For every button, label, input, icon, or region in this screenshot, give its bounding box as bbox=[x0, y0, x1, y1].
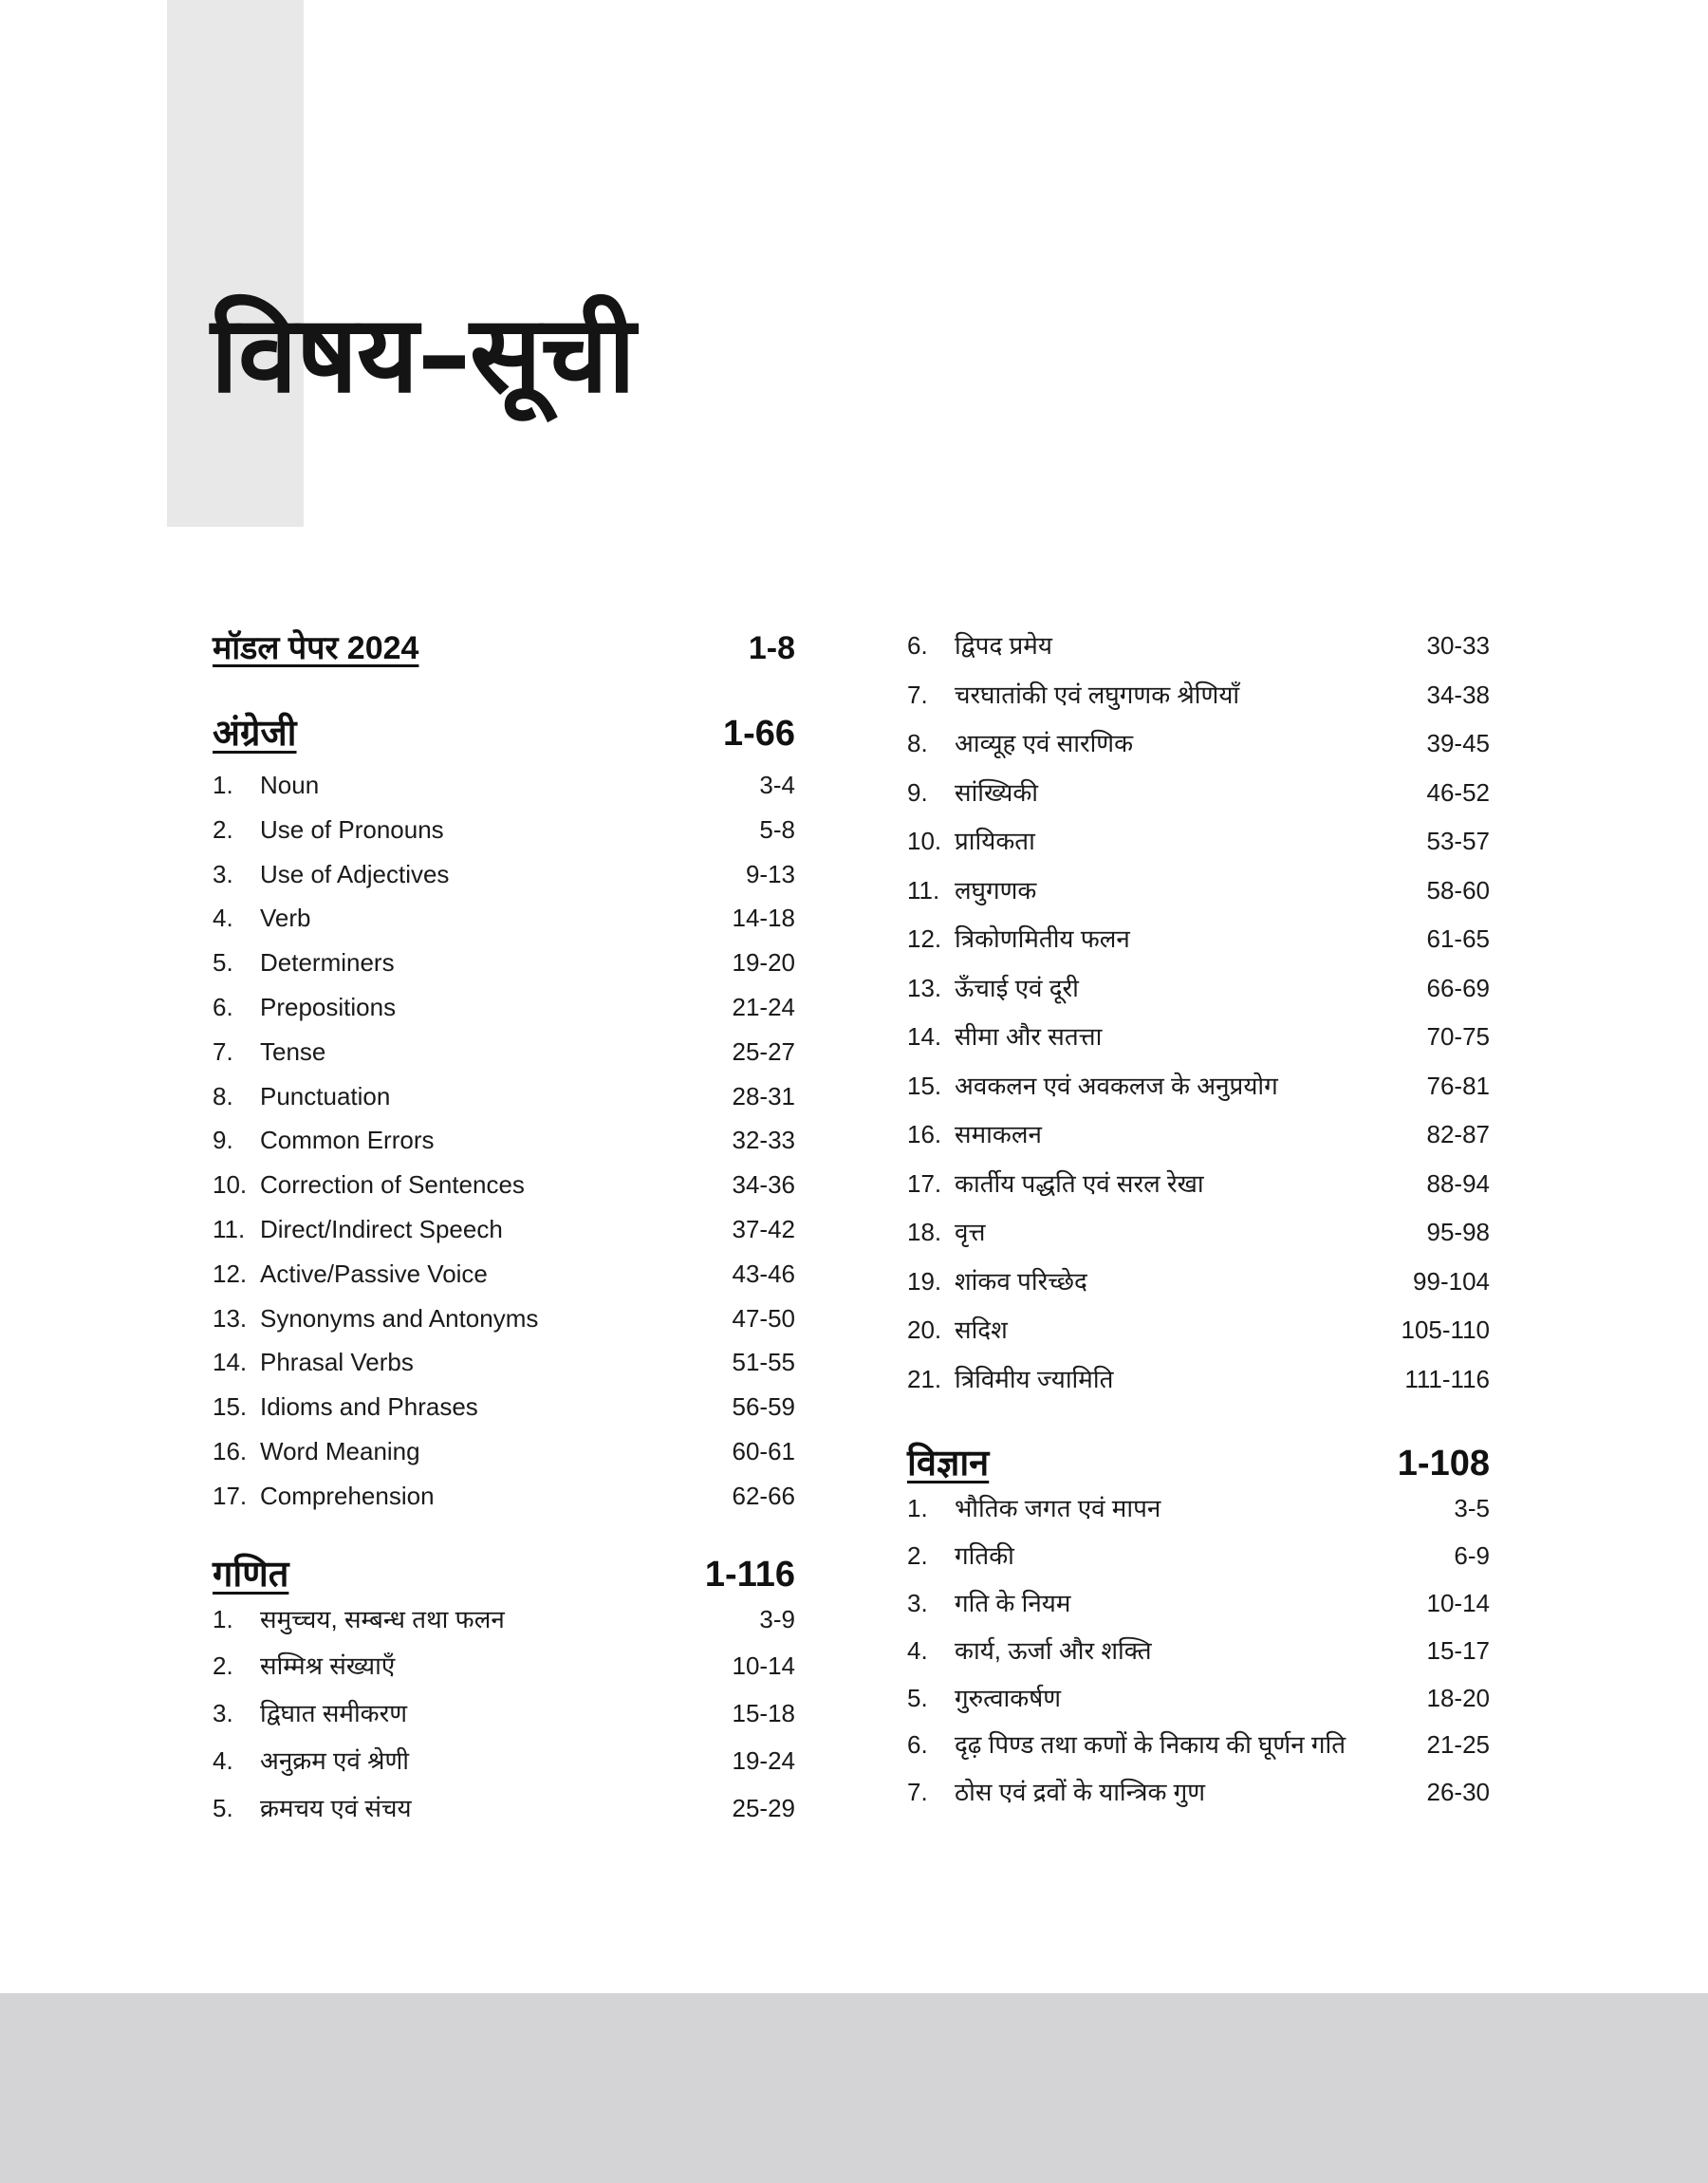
entry-number: 13. bbox=[213, 1303, 248, 1333]
entry-title: क्रमचय एवं संचय bbox=[260, 1794, 412, 1823]
toc-entry[interactable] bbox=[907, 1062, 1490, 1111]
entry-title: अनुक्रम एवं श्रेणी bbox=[260, 1746, 410, 1776]
entry-number: 7. bbox=[907, 680, 928, 709]
toc-right-column bbox=[907, 622, 1490, 1817]
entry-title: Noun bbox=[260, 771, 320, 799]
toc-entry[interactable] bbox=[213, 1596, 795, 1644]
entry-number: 1. bbox=[213, 1604, 233, 1633]
entry-title: सदिश bbox=[955, 1315, 1008, 1344]
entry-number: 9. bbox=[907, 777, 928, 807]
entry-number: 19. bbox=[907, 1266, 942, 1296]
entry-pages: 51-55 bbox=[732, 1348, 795, 1377]
entry-pages: 76-81 bbox=[1426, 1071, 1490, 1100]
section-pages: 1-66 bbox=[722, 714, 795, 754]
entry-pages: 105-110 bbox=[1401, 1315, 1490, 1344]
toc-entry[interactable] bbox=[213, 1163, 795, 1207]
entry-title: अवकलन एवं अवकलज के अनुप्रयोग bbox=[955, 1071, 1278, 1100]
entry-pages: 5-8 bbox=[759, 814, 795, 844]
section-model-paper[interactable] bbox=[213, 626, 795, 670]
entry-number: 5. bbox=[213, 1794, 233, 1823]
entry-title: दृढ़ पिण्ड तथा कणों के निकाय की घूर्णन गति bbox=[955, 1730, 1346, 1760]
entry-pages: 95-98 bbox=[1426, 1218, 1490, 1246]
entry-title: Use of Adjectives bbox=[260, 859, 450, 888]
toc-entry[interactable] bbox=[213, 1385, 795, 1429]
entry-pages: 34-38 bbox=[1426, 680, 1490, 709]
entry-pages: 70-75 bbox=[1426, 1022, 1490, 1051]
entry-pages: 43-46 bbox=[732, 1259, 795, 1288]
entry-number: 2. bbox=[213, 814, 233, 844]
entry-title: Common Errors bbox=[260, 1126, 435, 1155]
entry-number: 11. bbox=[907, 875, 940, 905]
toc-entry[interactable] bbox=[213, 1643, 795, 1690]
toc-entry[interactable] bbox=[213, 1785, 795, 1833]
english-list bbox=[213, 763, 795, 1519]
entry-number: 4. bbox=[213, 1746, 233, 1776]
entry-pages: 26-30 bbox=[1426, 1778, 1490, 1807]
entry-title: Comprehension bbox=[260, 1481, 435, 1510]
entry-pages: 14-18 bbox=[732, 904, 795, 933]
entry-pages: 34-36 bbox=[732, 1170, 795, 1200]
entry-number: 14. bbox=[213, 1348, 248, 1377]
entry-number: 16. bbox=[907, 1120, 942, 1148]
entry-number: 1. bbox=[907, 1494, 928, 1522]
entry-title: Verb bbox=[260, 904, 311, 933]
entry-pages: 3-5 bbox=[1454, 1494, 1490, 1522]
entry-number: 6. bbox=[213, 992, 233, 1021]
entry-number: 16. bbox=[213, 1436, 248, 1465]
entry-title: ऊँचाई एवं दूरी bbox=[955, 973, 1079, 1002]
toc-entry[interactable] bbox=[213, 1297, 795, 1341]
entry-pages: 58-60 bbox=[1426, 875, 1490, 905]
toc-entry[interactable] bbox=[907, 1013, 1490, 1062]
entry-title: गुरुत्वाकर्षण bbox=[955, 1683, 1062, 1712]
entry-title: सम्मिश्र संख्याएँ bbox=[260, 1651, 396, 1681]
entry-pages: 15-18 bbox=[732, 1699, 795, 1728]
entry-number: 6. bbox=[907, 1730, 928, 1760]
entry-number: 21. bbox=[907, 1364, 942, 1393]
entry-pages: 82-87 bbox=[1426, 1120, 1490, 1148]
section-name: अंग्रेजी bbox=[213, 714, 297, 754]
entry-number: 8. bbox=[907, 729, 928, 757]
entry-title: प्रायिकता bbox=[955, 827, 1035, 855]
entry-number: 15. bbox=[907, 1071, 942, 1100]
toc-entry[interactable] bbox=[907, 1628, 1490, 1675]
toc-entry[interactable] bbox=[907, 671, 1490, 720]
science-list bbox=[907, 1485, 1490, 1817]
entry-pages: 19-24 bbox=[732, 1746, 795, 1776]
entry-title: कार्तीय पद्धति एवं सरल रेखा bbox=[955, 1168, 1204, 1198]
entry-pages: 39-45 bbox=[1426, 729, 1490, 757]
entry-title: वृत्त bbox=[955, 1218, 986, 1246]
toc-entry[interactable] bbox=[213, 1429, 795, 1474]
entry-pages: 3-9 bbox=[759, 1604, 795, 1633]
entry-pages: 99-104 bbox=[1413, 1266, 1490, 1296]
section-pages: 1-8 bbox=[748, 630, 795, 666]
entry-pages: 9-13 bbox=[745, 859, 795, 888]
entry-pages: 18-20 bbox=[1426, 1683, 1490, 1712]
entry-number: 7. bbox=[907, 1778, 928, 1807]
entry-number: 12. bbox=[907, 924, 942, 953]
entry-number: 9. bbox=[213, 1126, 233, 1155]
toc-entry[interactable] bbox=[907, 1533, 1490, 1580]
entry-title: Correction of Sentences bbox=[260, 1170, 525, 1200]
section-maths[interactable] bbox=[213, 1553, 795, 1596]
toc-entry[interactable] bbox=[907, 1485, 1490, 1533]
entry-pages: 37-42 bbox=[732, 1214, 795, 1243]
toc-entry[interactable] bbox=[213, 763, 795, 808]
toc-entry[interactable] bbox=[907, 1580, 1490, 1628]
entry-pages: 88-94 bbox=[1426, 1168, 1490, 1198]
entry-pages: 30-33 bbox=[1426, 631, 1490, 660]
entry-title: भौतिक जगत एवं मापन bbox=[955, 1494, 1161, 1522]
entry-title: लघुगणक bbox=[955, 875, 1037, 905]
entry-pages: 25-27 bbox=[732, 1036, 795, 1066]
toc-entry[interactable] bbox=[907, 769, 1490, 818]
toc-entry[interactable] bbox=[213, 941, 795, 985]
entry-pages: 28-31 bbox=[732, 1081, 795, 1110]
entry-number: 13. bbox=[907, 973, 942, 1002]
entry-title: त्रिकोणमितीय फलन bbox=[955, 924, 1130, 953]
title-accent-block bbox=[167, 0, 304, 527]
entry-title: सीमा और सतत्ता bbox=[955, 1022, 1103, 1051]
entry-number: 20. bbox=[907, 1315, 942, 1344]
entry-pages: 25-29 bbox=[732, 1794, 795, 1823]
toc-entry[interactable] bbox=[907, 1208, 1490, 1258]
toc-entry[interactable] bbox=[213, 1340, 795, 1385]
toc-entry[interactable] bbox=[907, 719, 1490, 769]
entry-pages: 62-66 bbox=[732, 1481, 795, 1510]
entry-title: समाकलन bbox=[955, 1120, 1042, 1148]
entry-pages: 47-50 bbox=[732, 1303, 795, 1333]
entry-title: Phrasal Verbs bbox=[260, 1348, 414, 1377]
page-title: विषय–सूची bbox=[211, 293, 635, 417]
entry-pages: 21-24 bbox=[732, 992, 795, 1021]
section-english[interactable] bbox=[213, 712, 795, 756]
entry-title: Prepositions bbox=[260, 992, 397, 1021]
entry-pages: 111-116 bbox=[1404, 1364, 1490, 1393]
entry-number: 15. bbox=[213, 1392, 248, 1422]
entry-number: 2. bbox=[213, 1651, 233, 1681]
section-science[interactable] bbox=[907, 1442, 1490, 1485]
entry-title: Active/Passive Voice bbox=[260, 1259, 488, 1288]
toc-entry[interactable] bbox=[907, 1722, 1490, 1769]
entry-number: 10. bbox=[907, 827, 942, 855]
entry-pages: 32-33 bbox=[732, 1126, 795, 1155]
entry-title: Idioms and Phrases bbox=[260, 1392, 478, 1422]
entry-title: Direct/Indirect Speech bbox=[260, 1214, 503, 1243]
entry-title: गति के नियम bbox=[955, 1588, 1071, 1617]
entry-pages: 60-61 bbox=[732, 1436, 795, 1465]
toc-left-column bbox=[213, 626, 795, 1833]
entry-title: द्विघात समीकरण bbox=[260, 1699, 408, 1728]
section-pages: 1-108 bbox=[1397, 1444, 1490, 1483]
section-name: मॉडल पेपर 2024 bbox=[213, 630, 419, 666]
entry-number: 17. bbox=[907, 1168, 942, 1198]
entry-number: 4. bbox=[907, 1635, 928, 1665]
entry-pages: 66-69 bbox=[1426, 973, 1490, 1002]
entry-number: 14. bbox=[907, 1022, 942, 1051]
entry-title: समुच्चय, सम्बन्ध तथा फलन bbox=[260, 1604, 505, 1633]
entry-title: सांख्यिकी bbox=[955, 777, 1039, 807]
toc-entry[interactable] bbox=[213, 1074, 795, 1119]
entry-title: Synonyms and Antonyms bbox=[260, 1303, 539, 1333]
entry-number: 5. bbox=[213, 948, 233, 978]
entry-title: आव्यूह एवं सारणिक bbox=[955, 729, 1134, 757]
entry-title: Word Meaning bbox=[260, 1436, 420, 1465]
entry-number: 11. bbox=[213, 1214, 246, 1243]
entry-pages: 6-9 bbox=[1454, 1540, 1490, 1570]
entry-number: 12. bbox=[213, 1259, 248, 1288]
entry-title: Tense bbox=[260, 1036, 326, 1066]
entry-number: 4. bbox=[213, 904, 233, 933]
toc-entry[interactable] bbox=[907, 1160, 1490, 1209]
toc-entry[interactable] bbox=[907, 1355, 1490, 1405]
toc-entry[interactable] bbox=[213, 1690, 795, 1738]
entry-pages: 15-17 bbox=[1426, 1635, 1490, 1665]
entry-number: 10. bbox=[213, 1170, 248, 1200]
section-pages: 1-116 bbox=[704, 1554, 795, 1595]
entry-pages: 61-65 bbox=[1426, 924, 1490, 953]
toc-entry[interactable] bbox=[213, 852, 795, 897]
entry-title: शांकव परिच्छेद bbox=[955, 1266, 1087, 1296]
toc-entry[interactable] bbox=[213, 896, 795, 941]
entry-pages: 19-20 bbox=[732, 948, 795, 978]
entry-title: कार्य, ऊर्जा और शक्ति bbox=[955, 1635, 1152, 1665]
entry-number: 18. bbox=[907, 1218, 942, 1246]
toc-entry[interactable] bbox=[907, 964, 1490, 1014]
toc-entry[interactable] bbox=[907, 622, 1490, 671]
entry-pages: 3-4 bbox=[759, 771, 795, 799]
toc-entry[interactable] bbox=[907, 1769, 1490, 1817]
entry-title: द्विपद प्रमेय bbox=[955, 631, 1052, 660]
entry-number: 1. bbox=[213, 771, 233, 799]
toc-entry[interactable] bbox=[213, 1118, 795, 1163]
entry-number: 7. bbox=[213, 1036, 233, 1066]
toc-entry[interactable] bbox=[213, 1030, 795, 1074]
entry-title: चरघातांकी एवं लघुगणक श्रेणियाँ bbox=[955, 680, 1240, 709]
toc-entry[interactable] bbox=[213, 1252, 795, 1297]
maths-list-left bbox=[213, 1596, 795, 1833]
entry-number: 3. bbox=[907, 1588, 928, 1617]
entry-number: 3. bbox=[213, 859, 233, 888]
toc-entry[interactable] bbox=[907, 817, 1490, 867]
entry-number: 2. bbox=[907, 1540, 928, 1570]
toc-entry[interactable] bbox=[907, 1110, 1490, 1160]
maths-list-right bbox=[907, 622, 1490, 1404]
toc-entry[interactable] bbox=[213, 808, 795, 852]
footer-band bbox=[0, 1993, 1708, 2183]
section-name: विज्ञान bbox=[907, 1444, 990, 1483]
toc-entry[interactable] bbox=[907, 1258, 1490, 1307]
entry-number: 5. bbox=[907, 1683, 928, 1712]
entry-title: गतिकी bbox=[955, 1540, 1014, 1570]
entry-title: Determiners bbox=[260, 948, 395, 978]
section-name: गणित bbox=[213, 1554, 289, 1595]
entry-pages: 53-57 bbox=[1426, 827, 1490, 855]
toc-entry[interactable] bbox=[907, 1306, 1490, 1355]
entry-pages: 46-52 bbox=[1426, 777, 1490, 807]
entry-pages: 10-14 bbox=[1426, 1588, 1490, 1617]
entry-number: 3. bbox=[213, 1699, 233, 1728]
entry-title: त्रिविमीय ज्यामिति bbox=[955, 1364, 1114, 1393]
entry-title: Use of Pronouns bbox=[260, 814, 444, 844]
toc-entry[interactable] bbox=[907, 915, 1490, 964]
entry-pages: 10-14 bbox=[732, 1651, 795, 1681]
entry-number: 8. bbox=[213, 1081, 233, 1110]
toc-entry[interactable] bbox=[213, 1474, 795, 1519]
entry-pages: 21-25 bbox=[1426, 1730, 1490, 1760]
entry-pages: 56-59 bbox=[732, 1392, 795, 1422]
toc-entry[interactable] bbox=[907, 867, 1490, 916]
entry-number: 6. bbox=[907, 631, 928, 660]
entry-number: 17. bbox=[213, 1481, 248, 1510]
entry-title: ठोस एवं द्रवों के यान्त्रिक गुण bbox=[955, 1778, 1206, 1807]
toc-entry[interactable] bbox=[907, 1675, 1490, 1723]
toc-entry[interactable] bbox=[213, 1738, 795, 1785]
toc-entry[interactable] bbox=[213, 1207, 795, 1252]
entry-title: Punctuation bbox=[260, 1081, 391, 1110]
toc-entry[interactable] bbox=[213, 985, 795, 1030]
